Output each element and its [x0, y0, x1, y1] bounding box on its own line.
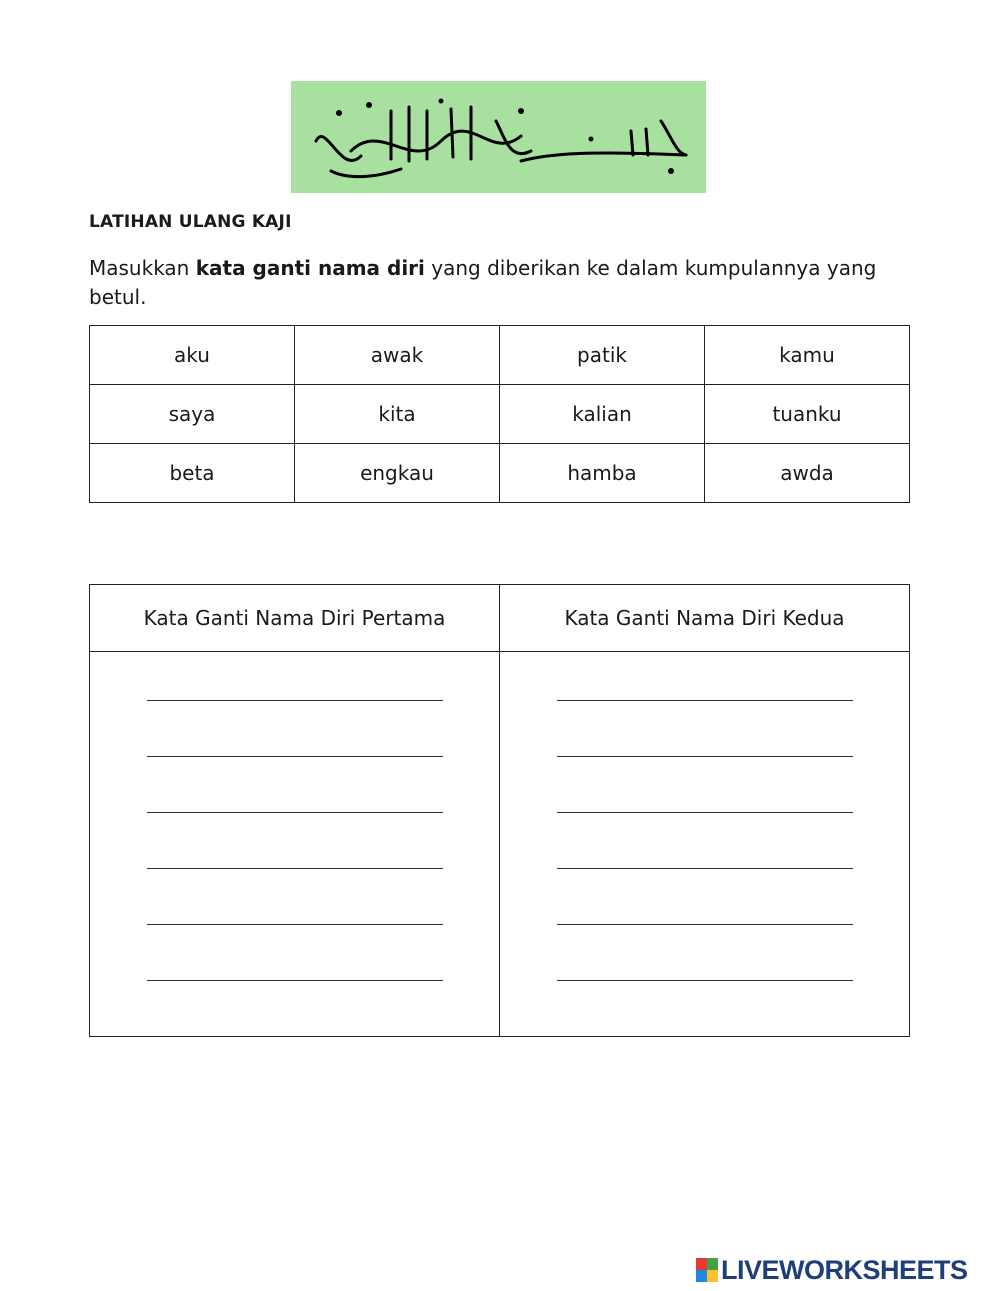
answer-blank[interactable] — [557, 980, 853, 981]
answer-blank[interactable] — [557, 756, 853, 757]
answer-blank[interactable] — [147, 868, 443, 869]
answer-blank[interactable] — [557, 812, 853, 813]
answer-column-second-person — [500, 652, 910, 1037]
answer-blank[interactable] — [557, 700, 853, 701]
answer-column-first-person — [90, 652, 500, 1037]
bismillah-calligraphy-icon — [291, 81, 706, 193]
liveworksheets-badge-icon — [696, 1258, 718, 1282]
bismillah-banner — [291, 81, 706, 193]
answer-blank[interactable] — [147, 980, 443, 981]
word-cell: engkau — [295, 444, 500, 503]
word-cell: kalian — [500, 385, 705, 444]
column-header-second-person: Kata Ganti Nama Diri Kedua — [500, 585, 910, 652]
answer-blank[interactable] — [147, 756, 443, 757]
table-header-row — [90, 585, 910, 652]
column-header-first-person: Kata Ganti Nama Diri Pertama — [90, 585, 500, 652]
word-cell: hamba — [500, 444, 705, 503]
answer-blank[interactable] — [557, 868, 853, 869]
table-row — [90, 652, 910, 1037]
answer-blank[interactable] — [147, 700, 443, 701]
worksheet-heading: LATIHAN ULANG KAJI — [89, 212, 292, 232]
word-cell: awak — [295, 326, 500, 385]
instruction-text: Masukkan kata ganti nama diri yang diberikan ke dalam kumpulannya yang betul. — [89, 256, 877, 309]
answer-blank[interactable] — [147, 924, 443, 925]
logo-text: LIVEWORKSHEETS — [721, 1254, 968, 1285]
word-cell: beta — [90, 444, 295, 503]
word-cell: awda — [705, 444, 910, 503]
word-cell: kamu — [705, 326, 910, 385]
table-row — [90, 444, 910, 503]
table-row — [90, 385, 910, 444]
liveworksheets-logo[interactable] — [696, 1254, 968, 1286]
word-cell: patik — [500, 326, 705, 385]
word-cell: saya — [90, 385, 295, 444]
word-bank-table — [89, 325, 910, 503]
answer-blank[interactable] — [557, 924, 853, 925]
word-cell: aku — [90, 326, 295, 385]
grouping-table — [89, 584, 910, 1037]
answer-blank[interactable] — [147, 812, 443, 813]
word-cell: kita — [295, 385, 500, 444]
instruction-keyword: kata ganti nama diri — [195, 256, 425, 280]
table-row — [90, 326, 910, 385]
word-cell: tuanku — [705, 385, 910, 444]
